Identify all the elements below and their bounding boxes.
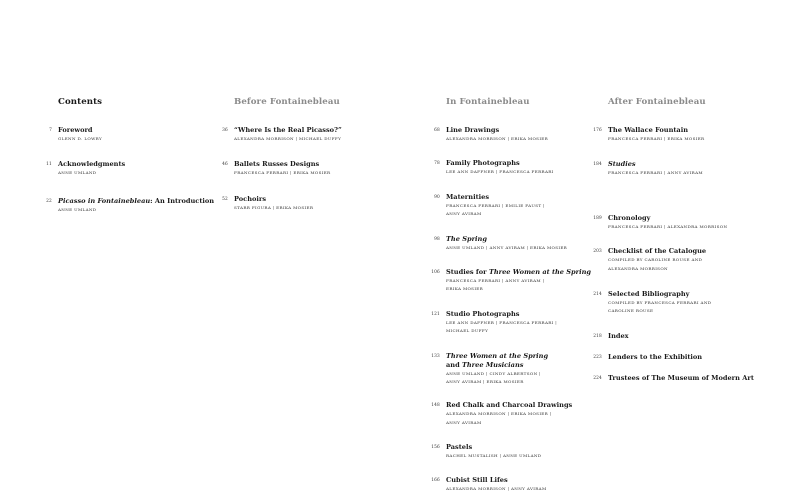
page-number: 156: [431, 445, 440, 451]
entry-title: Three Women at the Spring and Three Musicians: [446, 351, 549, 369]
entry-authors: ANNE UMLAND | ANNY AVIRAM | ERIKA MOSIER: [446, 244, 568, 250]
entry-authors: RACHEL MUSTALISH | ANNE UMLAND: [446, 453, 542, 459]
entry-authors: FRANCESCA FERRARI | ANNY AVIRAM |: [446, 278, 545, 284]
page-number: 11: [46, 162, 52, 168]
page-number: 46: [222, 162, 228, 168]
entry-authors: ALEXANDRA MORRISON | ERIKA MOSIER |: [446, 411, 552, 417]
page-number: 214: [593, 292, 602, 298]
page-number: 133: [431, 353, 440, 359]
entry-title: Chronology: [608, 213, 651, 222]
entry-title: Studies for Three Women at the Spring: [446, 268, 592, 277]
column-in-fontainebleau: [422, 96, 602, 493]
entry-list: [34, 126, 224, 214]
toc-entry: [422, 268, 602, 294]
page-number: 36: [222, 128, 228, 133]
page-number: 223: [593, 354, 602, 360]
entry-authors: FRANCESCA FERRARI | ERIKA MOSIER: [234, 170, 331, 176]
entry-authors: LEE ANN DAFFNER | FRANCESCA FERRARI |: [446, 319, 558, 325]
column-before-fontainebleau: [210, 96, 390, 212]
page-number: 224: [593, 375, 602, 381]
toc-entry: [210, 160, 390, 177]
page-number: 218: [593, 333, 602, 339]
column-contents: [34, 96, 224, 214]
entry-list: [584, 126, 784, 383]
entry-authors: ALEXANDRA MORRISON: [608, 265, 668, 271]
page-number: 189: [593, 215, 602, 221]
entry-authors: FRANCESCA FERRARI | ERIKA MOSIER: [608, 136, 705, 141]
entry-title: “Where Is the Real Picasso?”: [234, 126, 342, 134]
page-number: 78: [434, 161, 440, 167]
column-heading: Contents: [58, 97, 103, 107]
toc-entry: [34, 160, 224, 177]
entry-authors: MICHAEL DUFFY: [446, 328, 489, 334]
entry-authors: ALEXANDRA MORRISON | ANNY AVIRAM: [446, 485, 547, 491]
toc-entry: [584, 290, 784, 316]
page-number: 90: [434, 194, 440, 200]
entry-title: Checklist of the Catalogue: [608, 247, 707, 256]
toc-entry: [34, 126, 224, 143]
entry-title: Family Photographs: [446, 159, 520, 168]
page-number: 22: [46, 198, 52, 204]
entry-title: Index: [608, 331, 629, 340]
entry-title: Acknowledgments: [58, 160, 126, 169]
toc-entry: [584, 247, 784, 273]
toc-entry: [422, 193, 602, 219]
entry-authors: CAROLINE ROUSE: [608, 308, 654, 314]
entry-title: Red Chalk and Charcoal Drawings: [446, 401, 573, 410]
page-number: 203: [593, 249, 602, 255]
page-number: 7: [49, 128, 52, 133]
entry-authors: ANNE UMLAND: [58, 170, 97, 176]
column-heading: After Fontainebleau: [608, 97, 706, 107]
page-number: 98: [434, 236, 440, 242]
toc-entry: [422, 401, 602, 427]
page-number: 166: [431, 477, 440, 483]
toc-entry: [584, 160, 784, 177]
column-heading: Before Fontainebleau: [234, 97, 340, 107]
page-number: 68: [434, 128, 440, 133]
entry-title: Selected Bibliography: [608, 290, 690, 299]
page-number: 184: [593, 162, 602, 168]
toc-entry: [584, 214, 784, 231]
entry-title: The Wallace Fountain: [608, 126, 689, 134]
entry-authors: COMPILED BY CAROLINE ROUSE AND: [608, 257, 703, 263]
entry-title: Lenders to the Exhibition: [608, 352, 703, 361]
entry-authors: ALEXANDRA MORRISON | MICHAEL DUFFY: [234, 136, 342, 141]
toc-entry: [422, 443, 602, 460]
column-heading: In Fontainebleau: [446, 97, 530, 107]
toc-entry: [422, 310, 602, 336]
entry-title: Ballets Russes Designs: [234, 160, 320, 169]
entry-title: Picasso in Fontainebleau: An Introduction: [58, 196, 215, 205]
toc-entry: [584, 374, 784, 383]
entry-authors: COMPILED BY FRANCESCA FERRARI AND: [608, 300, 712, 306]
entry-list: [210, 126, 390, 212]
entry-authors: ERIKA MOSIER: [446, 286, 484, 292]
entry-title: Cubist Still Lifes: [446, 475, 508, 484]
entry-title: Trustees of The Museum of Modern Art: [608, 373, 754, 382]
page-number: 106: [431, 270, 440, 276]
entry-title: Pochoirs: [234, 194, 267, 203]
entry-title: Studio Photographs: [446, 309, 520, 318]
toc-entry: [584, 353, 784, 362]
entry-title: Studies: [608, 160, 636, 169]
entry-authors: ALEXANDRA MORRISON | ERIKA MOSIER: [446, 136, 549, 141]
entry-authors: ANNY AVIRAM | ERIKA MOSIER: [446, 379, 524, 385]
toc-entry: [210, 195, 390, 212]
toc-entry: [422, 235, 602, 252]
page-number: 148: [431, 403, 440, 409]
toc-entry: [422, 352, 602, 387]
entry-authors: ANNY AVIRAM: [446, 211, 482, 217]
entry-authors: GLENN D. LOWRY: [58, 136, 103, 141]
entry-list: [422, 126, 602, 493]
entry-title: Maternities: [446, 192, 490, 201]
toc-entry: [34, 197, 224, 214]
entry-title: The Spring: [446, 234, 487, 243]
entry-authors: FRANCESCA FERRARI | ANNY AVIRAM: [608, 170, 703, 176]
toc-entry: [422, 476, 602, 493]
toc-entry: [584, 126, 784, 143]
entry-authors: ANNE UMLAND: [58, 206, 97, 212]
column-after-fontainebleau: [584, 96, 784, 383]
entry-authors: ANNE UMLAND | CINDY ALBERTSON |: [446, 370, 541, 376]
entry-authors: FRANCESCA FERRARI | ALEXANDRA MORRISON: [608, 223, 728, 229]
toc-entry: [584, 332, 784, 341]
page-number: 52: [222, 196, 228, 202]
entry-title: Line Drawings: [446, 126, 500, 134]
page-number: 121: [431, 311, 440, 317]
toc-entry: [422, 126, 602, 143]
entry-title: Foreword: [58, 126, 93, 134]
entry-title: Pastels: [446, 443, 473, 452]
toc-entry: [210, 126, 390, 143]
entry-authors: STARR FIGURA | ERIKA MOSIER: [234, 204, 314, 210]
toc-entry: [422, 159, 602, 176]
page-number: 176: [593, 128, 602, 133]
entry-authors: ANNY AVIRAM: [446, 419, 482, 425]
entry-authors: FRANCESCA FERRARI | EMILIE FAUST |: [446, 202, 545, 208]
entry-authors: LEE ANN DAFFNER | FRANCESCA FERRARI: [446, 169, 554, 175]
